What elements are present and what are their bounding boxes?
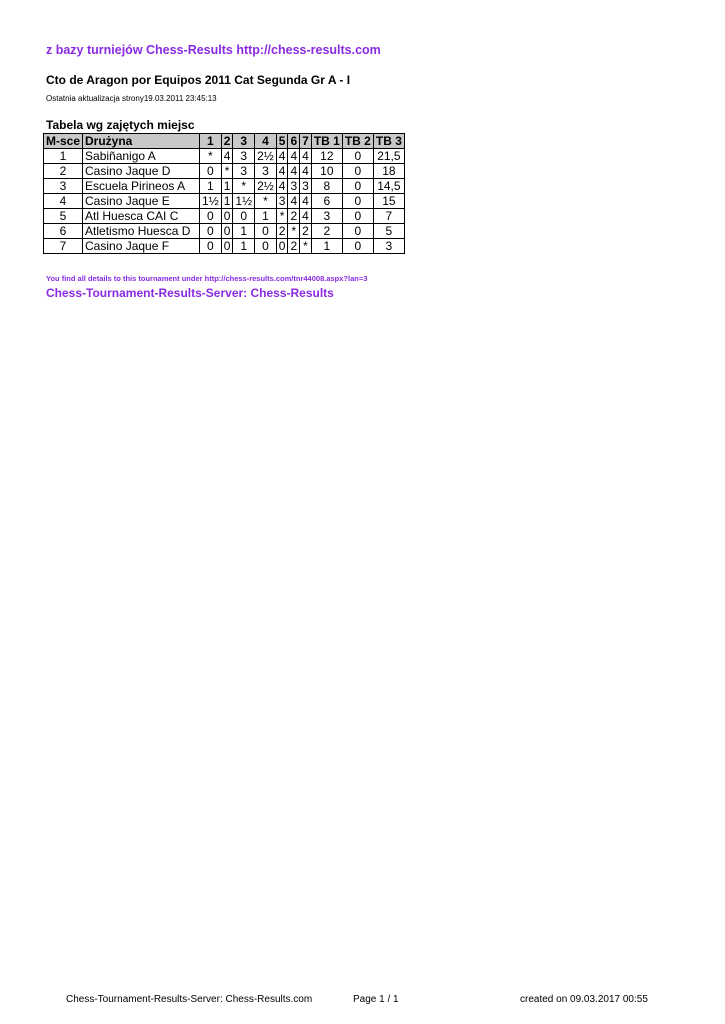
score-cell: * xyxy=(288,224,300,239)
score-cell: 4 xyxy=(300,149,312,164)
score-cell: * xyxy=(221,164,233,179)
table-row xyxy=(44,149,405,164)
table-row xyxy=(44,194,405,209)
score-cell: 0 xyxy=(342,164,373,179)
footer-server-text: Chess-Tournament-Results-Server: Chess-Results.com xyxy=(66,994,313,1005)
footer-page-number: Page 1 / 1 xyxy=(353,994,399,1005)
place-cell: 1 xyxy=(44,149,83,164)
col-round-header: 7 xyxy=(300,134,312,149)
score-cell: 0 xyxy=(200,239,222,254)
score-cell: * xyxy=(276,209,288,224)
score-cell: 10 xyxy=(311,164,342,179)
score-cell: 0 xyxy=(255,239,277,254)
tournament-title: Cto de Aragon por Equipos 2011 Cat Segunda Gr A - I xyxy=(46,73,351,87)
score-cell: 7 xyxy=(373,209,404,224)
place-cell: 6 xyxy=(44,224,83,239)
col-round-header: 4 xyxy=(255,134,277,149)
place-cell: 4 xyxy=(44,194,83,209)
score-cell: 4 xyxy=(276,164,288,179)
team-name-cell: Casino Jaque D xyxy=(83,164,200,179)
score-cell: 4 xyxy=(288,164,300,179)
score-cell: 2 xyxy=(311,224,342,239)
score-cell: 2 xyxy=(300,224,312,239)
col-team-header: Drużyna xyxy=(83,134,200,149)
score-cell: 3 xyxy=(276,194,288,209)
score-cell: 3 xyxy=(300,179,312,194)
header-row xyxy=(44,134,405,149)
col-round-header: 3 xyxy=(233,134,255,149)
col-round-header: 1 xyxy=(200,134,222,149)
score-cell: 0 xyxy=(342,209,373,224)
source-link[interactable]: z bazy turniejów Chess-Results http://chess-results.com xyxy=(46,43,381,57)
score-cell: 1 xyxy=(221,179,233,194)
score-cell: 3 xyxy=(311,209,342,224)
score-cell: 6 xyxy=(311,194,342,209)
score-cell: 2 xyxy=(288,239,300,254)
score-cell: 3 xyxy=(233,164,255,179)
table-row xyxy=(44,239,405,254)
score-cell: 0 xyxy=(255,224,277,239)
score-cell: 0 xyxy=(342,179,373,194)
score-cell: 1½ xyxy=(233,194,255,209)
footer-created-date: created on 09.03.2017 00:55 xyxy=(520,994,648,1005)
table-row xyxy=(44,164,405,179)
score-cell: 1 xyxy=(221,194,233,209)
score-cell: 4 xyxy=(276,179,288,194)
score-cell: 3 xyxy=(233,149,255,164)
score-cell: 18 xyxy=(373,164,404,179)
score-cell: 14,5 xyxy=(373,179,404,194)
table-body xyxy=(44,149,405,254)
team-name-cell: Sabiñanigo A xyxy=(83,149,200,164)
score-cell: 0 xyxy=(342,224,373,239)
score-cell: 2½ xyxy=(255,149,277,164)
col-round-header: 5 xyxy=(276,134,288,149)
score-cell: 4 xyxy=(300,209,312,224)
table-header xyxy=(44,134,405,149)
place-cell: 5 xyxy=(44,209,83,224)
score-cell: 0 xyxy=(221,239,233,254)
score-cell: 8 xyxy=(311,179,342,194)
score-cell: 0 xyxy=(200,164,222,179)
score-cell: 2 xyxy=(276,224,288,239)
score-cell: 4 xyxy=(300,194,312,209)
table-row xyxy=(44,209,405,224)
score-cell: 0 xyxy=(342,239,373,254)
table-row xyxy=(44,224,405,239)
score-cell: 0 xyxy=(233,209,255,224)
results-server-link[interactable]: Chess-Tournament-Results-Server: Chess-Results xyxy=(46,286,334,300)
place-cell: 3 xyxy=(44,179,83,194)
score-cell: 1½ xyxy=(200,194,222,209)
team-name-cell: Atl Huesca CAI C xyxy=(83,209,200,224)
score-cell: 12 xyxy=(311,149,342,164)
score-cell: * xyxy=(233,179,255,194)
table-heading: Tabela wg zajętych miejsc xyxy=(46,118,195,132)
score-cell: 21,5 xyxy=(373,149,404,164)
team-name-cell: Casino Jaque E xyxy=(83,194,200,209)
score-cell: * xyxy=(300,239,312,254)
col-tb3-header: TB 3 xyxy=(373,134,404,149)
score-cell: 4 xyxy=(288,194,300,209)
col-tb1-header: TB 1 xyxy=(311,134,342,149)
col-round-header: 2 xyxy=(221,134,233,149)
score-cell: 4 xyxy=(276,149,288,164)
score-cell: 0 xyxy=(200,209,222,224)
tournament-details-link[interactable]: You find all details to this tournament under http://chess-results.com/tnr44008.aspx?lan=3 xyxy=(46,274,368,283)
score-cell: 1 xyxy=(255,209,277,224)
team-name-cell: Casino Jaque F xyxy=(83,239,200,254)
score-cell: 0 xyxy=(221,209,233,224)
col-round-header: 6 xyxy=(288,134,300,149)
score-cell: 4 xyxy=(288,149,300,164)
score-cell: 3 xyxy=(288,179,300,194)
place-cell: 7 xyxy=(44,239,83,254)
score-cell: * xyxy=(200,149,222,164)
table-row xyxy=(44,179,405,194)
score-cell: 4 xyxy=(300,164,312,179)
score-cell: 5 xyxy=(373,224,404,239)
score-cell: * xyxy=(255,194,277,209)
score-cell: 0 xyxy=(221,224,233,239)
last-update-text: Ostatnia aktualizacja strony19.03.2011 23:45:13 xyxy=(46,94,217,103)
col-place-header: M-sce xyxy=(44,134,83,149)
score-cell: 0 xyxy=(342,149,373,164)
score-cell: 0 xyxy=(342,194,373,209)
score-cell: 0 xyxy=(200,224,222,239)
score-cell: 1 xyxy=(233,224,255,239)
col-tb2-header: TB 2 xyxy=(342,134,373,149)
team-name-cell: Escuela Pirineos A xyxy=(83,179,200,194)
score-cell: 2½ xyxy=(255,179,277,194)
score-cell: 1 xyxy=(200,179,222,194)
place-cell: 2 xyxy=(44,164,83,179)
team-name-cell: Atletismo Huesca D xyxy=(83,224,200,239)
score-cell: 1 xyxy=(311,239,342,254)
score-cell: 2 xyxy=(288,209,300,224)
score-cell: 1 xyxy=(233,239,255,254)
score-cell: 0 xyxy=(276,239,288,254)
standings-table xyxy=(43,133,405,254)
score-cell: 15 xyxy=(373,194,404,209)
score-cell: 3 xyxy=(255,164,277,179)
score-cell: 3 xyxy=(373,239,404,254)
score-cell: 4 xyxy=(221,149,233,164)
